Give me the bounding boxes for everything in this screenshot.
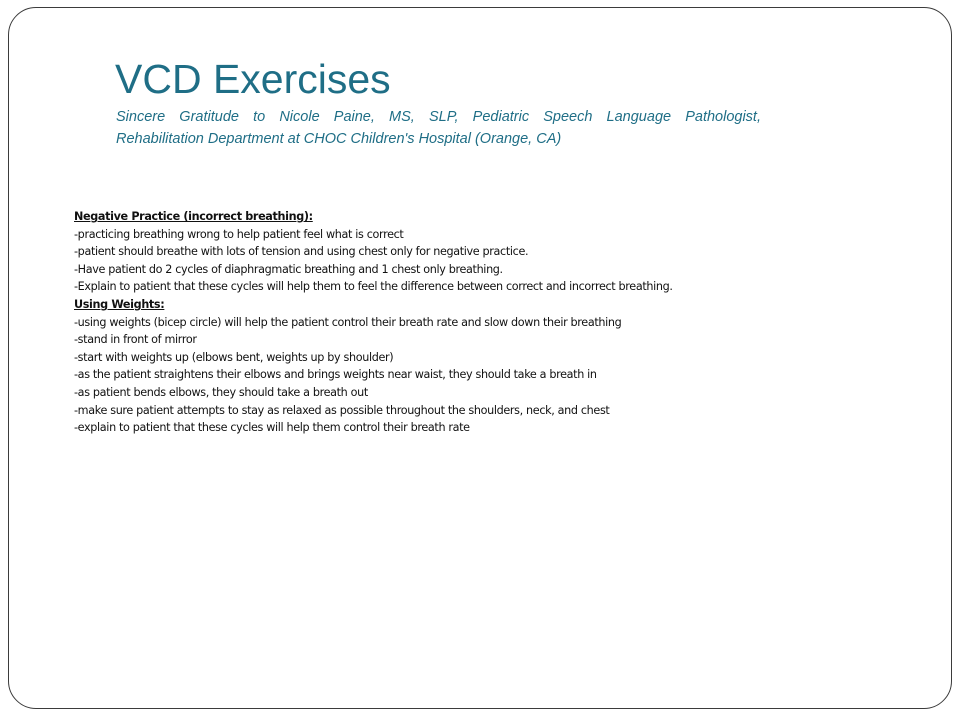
list-item: -Explain to patient that these cycles will help them to feel the difference between correct and incorrect breathing. <box>74 280 673 294</box>
list-item: -using weights (bicep circle) will help the patient control their breath rate and slow down their breathing <box>74 315 622 329</box>
list-item: -patient should breathe with lots of tension and using chest only for negative practice. <box>74 245 529 259</box>
list-item: -practicing breathing wrong to help patient feel what is correct <box>74 227 404 241</box>
list-item: -as the patient straightens their elbows and brings weights near waist, they should take a breath in <box>74 368 597 382</box>
list-item: -explain to patient that these cycles will help them control their breath rate <box>74 421 470 435</box>
slide-title: VCD Exercises <box>115 56 391 102</box>
list-item: -make sure patient attempts to stay as relaxed as possible throughout the shoulders, neck, and chest <box>74 403 610 417</box>
slide-subtitle <box>116 106 761 150</box>
list-item: -Have patient do 2 cycles of diaphragmatic breathing and 1 chest only breathing. <box>74 262 503 276</box>
subtitle-line-1: Sincere Gratitude to Nicole Paine, MS, SLP, Pediatric Speech Language Pathologist, <box>116 109 761 125</box>
section-heading: Using Weights: <box>74 297 165 311</box>
section-using-weights <box>74 296 794 437</box>
section-negative-practice <box>74 208 794 296</box>
body-content <box>74 208 794 437</box>
section-heading: Negative Practice (incorrect breathing): <box>74 210 313 223</box>
list-item: -stand in front of mirror <box>74 333 197 347</box>
subtitle-line-2: Rehabilitation Department at CHOC Children's Hospital (Orange, CA) <box>116 131 562 147</box>
list-item: -as patient bends elbows, they should take a breath out <box>74 385 368 399</box>
list-item: -start with weights up (elbows bent, weights up by shoulder) <box>74 350 394 364</box>
